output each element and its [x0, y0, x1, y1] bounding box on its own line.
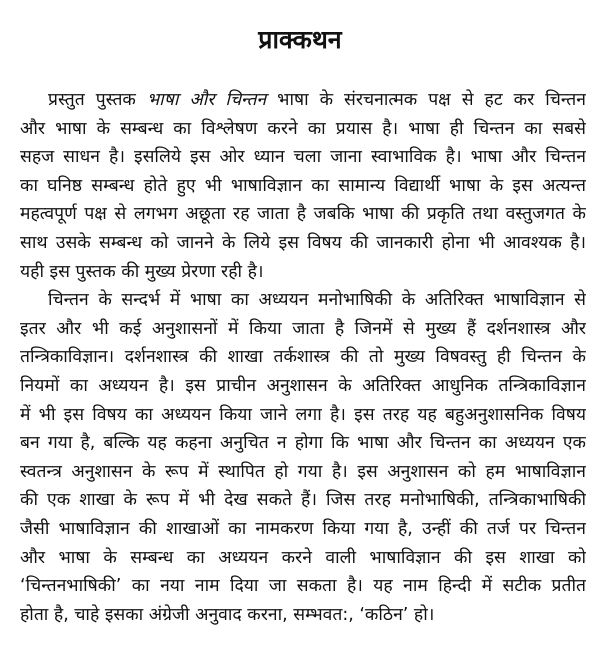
paragraph-line: यही इस पुस्तक की मुख्य प्रेरणा रही है। — [20, 261, 264, 282]
paragraph-line: स्वतन्त्र अनुशासन के रूप में स्थापित हो गया है। इस अनुशासन को हम भाषाविज्ञान — [20, 461, 586, 482]
paragraph-line: और भाषा के सम्बन्ध का अध्ययन करने वाली भाषाविज्ञान की इस शाखा को — [20, 547, 586, 568]
paragraph-line: महत्वपूर्ण पक्ष से लगभग अछूता रह जाता है जबकि भाषा की प्रकृति तथा वस्तुजगत के — [20, 204, 586, 225]
paragraph-line: बन गया है, बल्कि यह कहना अनुचित न होगा कि भाषा और चिन्तन का अध्ययन एक — [20, 433, 586, 454]
paragraph-line: तन्त्रिकाविज्ञान। दर्शनशास्त्र की शाखा तर्कशास्त्र की तो मुख्य विषवस्तु ही चिन्तन के — [20, 347, 586, 368]
paragraph-line: साथ उसके सम्बन्ध को जानने के लिये इस विषय की जानकारी होना भी आवश्यक है। — [20, 232, 586, 253]
paragraph-line: की एक शाखा के रूप में भी देख सकते हैं। जिस तरह मनोभाषिकी, तन्त्रिकाभाषिकी — [20, 490, 586, 511]
paragraph-line: चिन्तन के सन्दर्भ में भाषा का अध्ययन मनोभाषिकी के अतिरिक्त भाषाविज्ञान से — [48, 290, 586, 311]
paragraph-1-line-1 — [20, 86, 586, 115]
paragraph-line: ‘चिन्तनभाषिकी’ का नया नाम दिया जा सकता है। यह नाम हिन्दी में सटीक प्रतीत — [20, 576, 586, 597]
paragraph-line: सहज साधन है। इसलिये इस ओर ध्यान चला जाना स्वाभाविक है। भाषा और चिन्तन — [20, 147, 586, 168]
paragraph-line: और भाषा के सम्बन्ध का विश्लेषण करने का प्रयास है। भाषा ही चिन्तन का सबसे — [20, 118, 586, 139]
paragraph-line: नियमों का अध्ययन है। इस प्राचीन अनुशासन के अतिरिक्त आधुनिक तन्त्रिकाविज्ञान — [20, 375, 586, 396]
paragraph-line: का घनिष्ठ सम्बन्ध होते हुए भी भाषाविज्ञान का सामान्य विद्यार्थी भाषा के इस अत्यन्त — [20, 175, 586, 196]
text-span: भाषा के संरचनात्मक पक्ष से हट कर चिन्तन — [277, 90, 586, 110]
page-title: प्राक्कथन — [258, 25, 342, 54]
book-title-italic: भाषा और चिन्तन — [146, 90, 267, 110]
paragraph-line: जैसी भाषाविज्ञान की शाखाओं का नामकरण किया गया है, उन्हीं की तर्ज पर चिन्तन — [20, 518, 586, 539]
body-text — [20, 86, 586, 629]
paragraph-line: होता है, चाहे इसका अंग्रेजी अनुवाद करना, सम्भवत:, ‘कठिन’ हो। — [20, 604, 435, 625]
text-span: प्रस्तुत पुस्तक — [48, 90, 136, 110]
paragraph-line: में भी इस विषय का अध्ययन किया जाने लगा है। इस तरह यह बहुअनुशासनिक विषय — [20, 404, 586, 425]
paragraph-line: इतर और भी कई अनुशासनों में किया जाता है जिनमें से मुख्य हैं दर्शनशास्त्र और — [20, 318, 586, 339]
